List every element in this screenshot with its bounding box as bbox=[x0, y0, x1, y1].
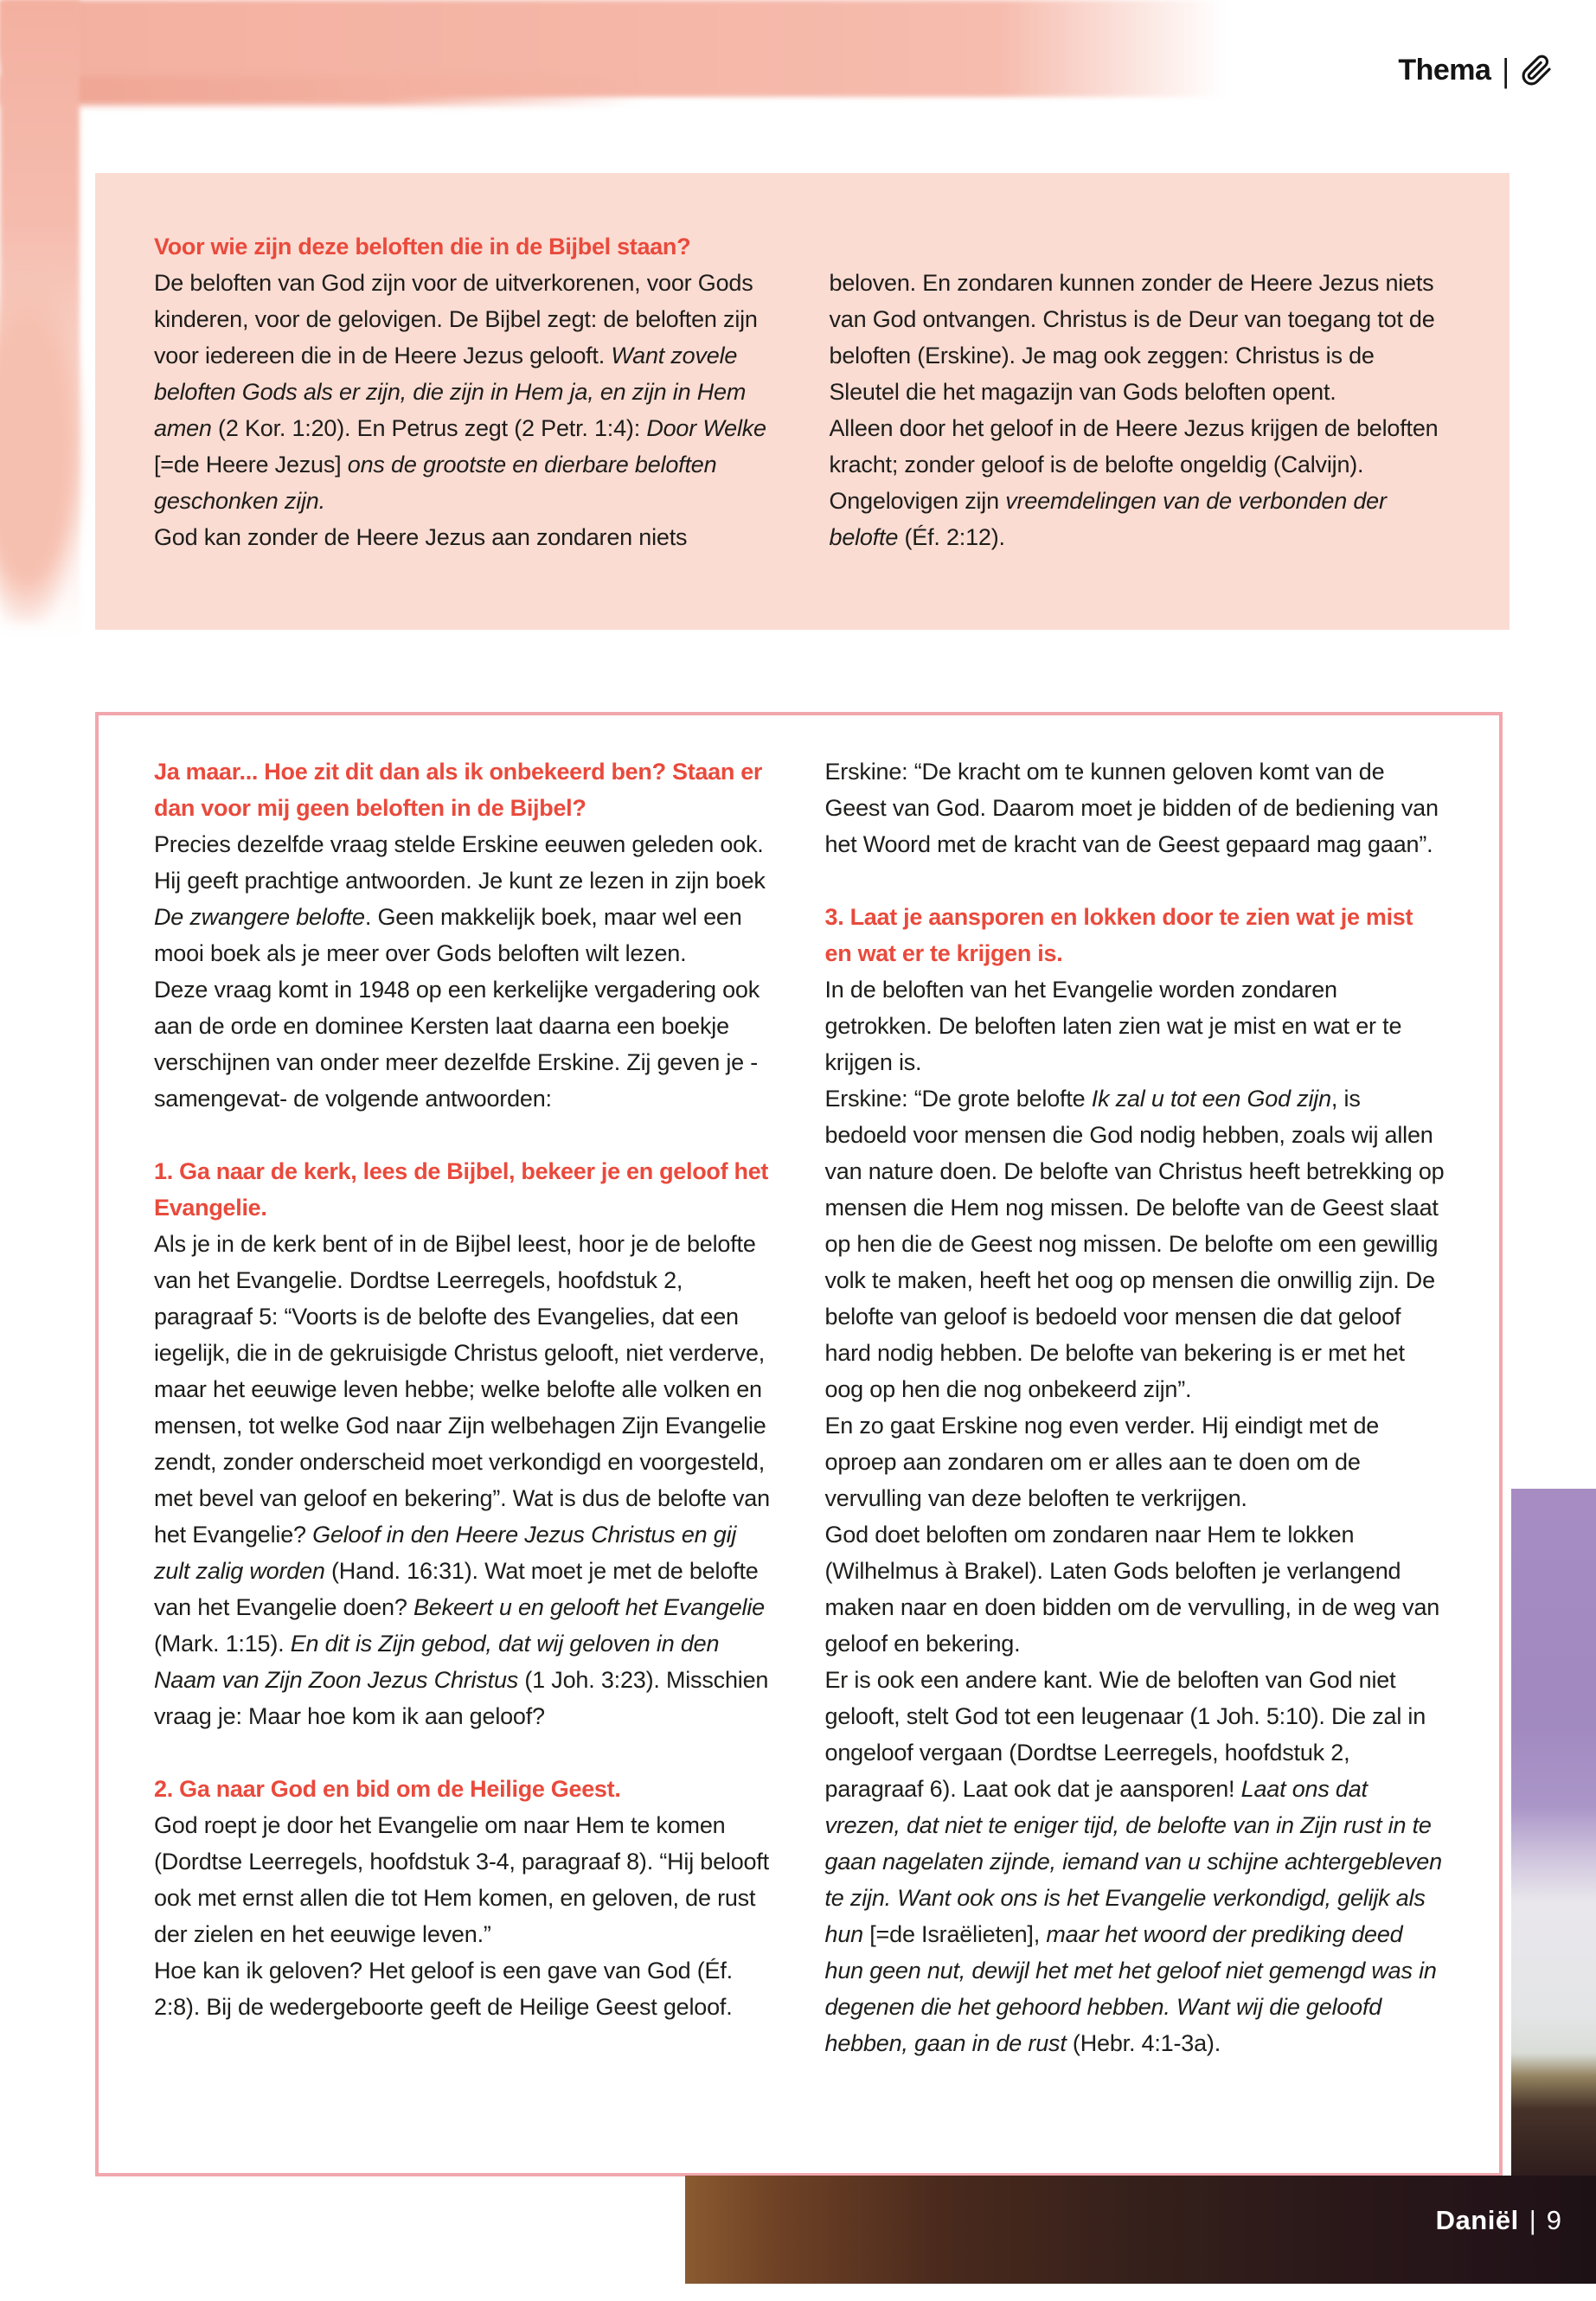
text-segment: Ja maar... Hoe zit dit dan als ik onbekeerd ben? Staan er dan voor mij geen beloften in de Bijbel? bbox=[154, 759, 763, 821]
answers-box bbox=[95, 712, 1503, 2176]
paragraph bbox=[154, 1226, 775, 1734]
promises-intro-box bbox=[95, 173, 1509, 630]
section-label: Thema bbox=[1398, 54, 1491, 87]
text-segment: 1. Ga naar de kerk, lees de Bijbel, bekeer je en geloof het Evangelie. bbox=[154, 1158, 769, 1221]
section-heading bbox=[154, 753, 775, 826]
page-number: 9 bbox=[1546, 2205, 1561, 2235]
box2-left-column bbox=[154, 753, 775, 2147]
header-separator: | bbox=[1502, 51, 1509, 89]
paragraph bbox=[154, 1952, 775, 2025]
box1-right-column bbox=[830, 228, 1452, 630]
text-segment: Voor wie zijn deze beloften die in de Bijbel staan? bbox=[154, 234, 691, 260]
text-segment: Hoe kan ik geloven? Het geloof is een gave van God (Éf. 2:8). Bij de wedergeboorte geeft de Heilige Geest geloof. bbox=[154, 1958, 733, 2020]
section-heading bbox=[825, 899, 1446, 971]
text-segment: (Mark. 1:15). bbox=[154, 1631, 291, 1657]
text-segment: Er is ook een andere kant. Wie de beloften van God niet gelooft, stelt God tot een leugenaar (1 Joh. 5:10). Die zal in ongeloof vergaan (Dordtse Leerregels, hoofdstuk 2, paragraaf 6). Laat ook dat je aansporen! bbox=[824, 1667, 1426, 1802]
paragraph bbox=[825, 753, 1446, 862]
text-segment: De zwangere belofte bbox=[154, 904, 365, 930]
paragraph bbox=[825, 1407, 1446, 1516]
paragraph bbox=[830, 410, 1452, 555]
text-segment: 3. Laat je aansporen en lokken door te zien wat je mist en wat er te krijgen is. bbox=[824, 904, 1413, 966]
footer-separator: | bbox=[1529, 2205, 1536, 2235]
text-segment: Erskine: “De kracht om te kunnen geloven komt van de Geest van God. Daarom moet je bidden of de bediening van het Woord met de kracht van de Geest gepaard mag gaan”. bbox=[824, 759, 1439, 857]
text-segment: God roept je door het Evangelie om naar Hem te komen (Dordtse Leerregels, hoofdstuk 3-4, paragraaf 8). “Hij belooft ook met ernst allen die tot Hem komen, en geloven, de rust der zielen en het eeuwige leven.” bbox=[154, 1812, 769, 1947]
paragraph bbox=[825, 1662, 1446, 2061]
text-segment: De beloften van God zijn voor de uitverkorenen, voor Gods kinderen, voor de gelovigen. De Bijbel zegt: de beloften zijn voor iedereen die in de Heere Jezus gelooft. bbox=[154, 270, 758, 369]
text-segment: ons de grootste en dierbare beloften geschonken zijn. bbox=[154, 452, 717, 514]
text-segment: 2. Ga naar God en bid om de Heilige Geest. bbox=[154, 1776, 621, 1802]
paragraph bbox=[830, 265, 1452, 410]
text-segment: , is bedoeld voor mensen die God nodig hebben, zoals wij allen van nature doen. De belofte van Christus heeft betrekking op mensen die Hem nog missen. De belofte van de Geest slaat op hen die de Geest nog missen. De belofte om een gewillig volk te maken, heeft het oog op mensen die onwillig zijn. De belofte van geloof is bedoeld voor mensen die dat geloof hard nodig hebben. De belofte van bekering is er met het oog op hen die nog onbekeerd zijn”. bbox=[824, 1086, 1445, 1402]
text-segment: [=de Israëlieten], bbox=[862, 1921, 1047, 1947]
section-heading bbox=[154, 1771, 775, 1807]
section-heading bbox=[154, 1153, 775, 1226]
text-segment: [=de Heere Jezus] bbox=[154, 452, 348, 478]
section-heading bbox=[154, 228, 776, 265]
text-segment: (1 Joh. 3:23). Misschien vraag je: Maar hoe kom ik aan geloof? bbox=[154, 1667, 769, 1729]
box2-right-column bbox=[825, 753, 1446, 2147]
paragraph bbox=[825, 971, 1446, 1080]
text-segment: (Éf. 2:12). bbox=[898, 524, 1005, 550]
text-segment: vreemdelingen van de verbonden der belofte bbox=[829, 488, 1387, 550]
text-segment: Alleen door het geloof in de Heere Jezus krijgen de beloften kracht; zonder geloof is de belofte ongeldig (Calvijn). Ongelovigen zijn bbox=[829, 415, 1439, 514]
text-segment: Bekeert u en gelooft het Evangelie bbox=[413, 1594, 765, 1620]
text-segment: En zo gaat Erskine nog even verder. Hij eindigt met de oproep aan zondaren om er alles aan te doen om de vervulling van deze beloften te verkrijgen. bbox=[824, 1413, 1380, 1511]
text-segment: . Geen makkelijk boek, maar wel een mooi boek als je meer over Gods beloften wilt lezen. bbox=[154, 904, 742, 966]
text-segment: Geloof in den Heere Jezus Christus en gij zult zalig worden bbox=[154, 1522, 737, 1584]
text-segment: God kan zonder de Heere Jezus aan zondaren niets bbox=[154, 524, 688, 550]
page-footer bbox=[1436, 2205, 1561, 2236]
magazine-name: Daniël bbox=[1435, 2205, 1519, 2235]
text-segment: (Hebr. 4:1-3a). bbox=[1066, 2030, 1221, 2056]
paperclip-icon bbox=[1521, 54, 1553, 87]
watercolor-top-stripe bbox=[0, 76, 640, 106]
text-segment: En dit is Zijn gebod, dat wij geloven in den Naam van Zijn Zoon Jezus Christus bbox=[154, 1631, 720, 1693]
photo-right-strip bbox=[1511, 1489, 1596, 2284]
paragraph bbox=[154, 519, 776, 555]
text-segment: Erskine: “De grote belofte bbox=[824, 1086, 1092, 1112]
watercolor-left-blob bbox=[0, 277, 83, 623]
paragraph bbox=[154, 265, 776, 519]
paragraph bbox=[825, 1080, 1446, 1407]
text-segment: Precies dezelfde vraag stelde Erskine eeuwen geleden ook. Hij geeft prachtige antwoorden. Je kunt ze lezen in zijn boek bbox=[154, 831, 766, 894]
paragraph bbox=[154, 826, 775, 971]
photo-bottom-strip bbox=[685, 2176, 1596, 2284]
text-segment: (2 Kor. 1:20). En Petrus zegt (2 Petr. 1:4): bbox=[211, 415, 647, 441]
text-segment: Als je in de kerk bent of in de Bijbel leest, hoor je de belofte van het Evangelie. Dordtse Leerregels, hoofdstuk 2, paragraaf 5: “Voorts is de belofte des Evangelies, dat een iegelijk, die in de gekruisigde Christus gelooft, niet verderve, maar het eeuwige leven hebbe; welke belofte alle volken en mensen, tot welke God naar Zijn welbehagen Zijn Evangelie zendt, zonder onderscheid moet verkondigd en voorgesteld, met bevel van geloof en bekering”. Wat is dus de belofte van het Evangelie? bbox=[154, 1231, 770, 1548]
page-header bbox=[1398, 51, 1553, 89]
box1-left-column bbox=[154, 228, 776, 630]
text-segment: Door Welke bbox=[646, 415, 766, 441]
text-segment: maar het woord der prediking deed hun geen nut, dewijl het met het geloof niet gemengd was in degenen die het gehoord hebben. Want wij die geloofd hebben, gaan in de rust bbox=[824, 1921, 1437, 2056]
text-segment: Want zovele beloften Gods als er zijn, die zijn in Hem ja, en zijn in Hem amen bbox=[154, 343, 747, 441]
text-segment: Ik zal u tot een God zijn bbox=[1091, 1086, 1331, 1112]
text-segment: God doet beloften om zondaren naar Hem te lokken (Wilhelmus à Brakel). Laten Gods beloften je verlangend maken naar en doen bidden om de vervulling, in de weg van geloof en bekering. bbox=[824, 1522, 1440, 1657]
text-segment: Laat ons dat vrezen, dat niet te eniger tijd, de belofte van in Zijn rust in te gaan nagelaten zijnde, iemand van u schijne achtergebleven te zijn. Want ook ons is het Evangelie verkondigd, gelijk als hun bbox=[824, 1776, 1442, 1947]
text-segment: beloven. En zondaren kunnen zonder de Heere Jezus niets van God ontvangen. Christus is de Deur van toegang tot de beloften (Erskine). Je mag ook zeggen: Christus is de Sleutel die het magazijn van Gods beloften opent. bbox=[829, 270, 1435, 405]
text-segment: (Hand. 16:31). Wat moet je met de belofte van het Evangelie doen? bbox=[154, 1558, 759, 1620]
paragraph bbox=[154, 971, 775, 1117]
text-segment: Deze vraag komt in 1948 op een kerkelijke vergadering ook aan de orde en dominee Kersten laat daarna een boekje verschijnen van onder meer dezelfde Erskine. Zij geven je -samengevat- de volgende antwoorden: bbox=[154, 977, 760, 1112]
paragraph bbox=[154, 1807, 775, 1952]
text-segment: In de beloften van het Evangelie worden zondaren getrokken. De beloften laten zien wat je mist en wat er te krijgen is. bbox=[824, 977, 1402, 1075]
paragraph bbox=[825, 1516, 1446, 1662]
